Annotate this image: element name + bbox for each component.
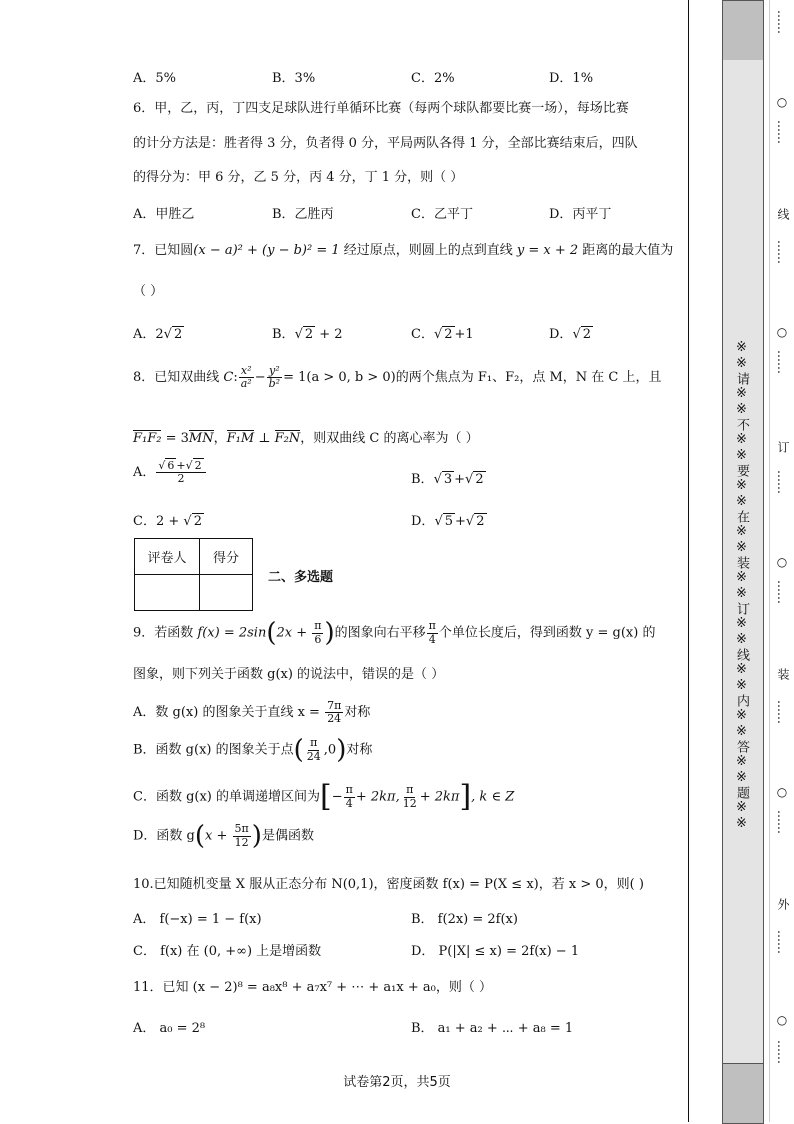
q9-b-frac <box>305 737 323 762</box>
q7-circle-equation: (x − a)² + (y − b)² = 1 <box>193 243 340 258</box>
q8-c-r: 2 <box>193 514 202 529</box>
q8-a-den: 2 <box>177 472 185 486</box>
q8-condition: = 1(a > 0, b > 0) <box>283 370 396 386</box>
margin-label-outer: 外 <box>776 898 790 910</box>
q9-a-den: 24 <box>327 712 342 726</box>
margin-circle-3: ○ <box>775 555 789 569</box>
q5-option-c: C．2% <box>411 71 455 86</box>
q8-vec-mn: MN <box>188 431 214 446</box>
q9-prefix: 9．若函数 <box>133 625 198 641</box>
q7-line-equation: y = x + 2 <box>516 243 579 258</box>
q6-line-3: 的得分为：甲 6 分，乙 5 分，丙 4 分，丁 1 分，则（ ） <box>133 170 464 185</box>
q9-b-pre: B．函数 g(x) 的图象关于点 <box>133 742 294 758</box>
q8-sep: ， <box>213 431 227 446</box>
q8-b-label: B． <box>411 472 434 487</box>
q8-num2: y² <box>269 364 280 377</box>
q9-arg: 2x + <box>276 625 312 641</box>
q9-c-frac2 <box>401 784 419 809</box>
q8-c-pre: 2 + <box>155 514 184 529</box>
q6-line-1: 6．甲，乙，丙，丁四支足球队进行单循环比赛（每两个球队都要比赛一场），每场比赛 <box>133 101 629 116</box>
q7-b-label: B． <box>272 327 295 342</box>
q8-den2: b² <box>268 377 281 391</box>
q8-option-b: B．√ 3 +√ 2 <box>411 472 484 487</box>
q9-b-den: 24 <box>306 749 321 763</box>
q8-b-r1: 3 <box>443 472 453 487</box>
q11-option-b: B． a₁ + a₂ + ⋯ + a₈ = 1 <box>411 1021 574 1036</box>
q10-option-a: A． f(−x) = 1 − f(x) <box>133 912 262 927</box>
q9-option-c: C．函数 g(x) 的单调递增区间为[− $\frac{\pi}{4}$ + 2kπ, $\frac{\pi}{12}$ + 2kπ], k ∈ Z <box>133 779 515 814</box>
q7-b-radicand: 2 <box>304 327 314 342</box>
score-table-grader-cell[interactable] <box>135 575 200 611</box>
q7-c-label: C． <box>411 327 434 342</box>
q11-option-a: A． a₀ = 2⁸ <box>133 1021 206 1036</box>
q8-vector-line <box>133 427 479 446</box>
score-table-header-score: 得分 <box>200 539 253 575</box>
margin-circle-5: ○ <box>775 1013 789 1027</box>
q9-b-post: 对称 <box>346 742 373 758</box>
q9-func: f(x) = 2sin <box>197 625 267 641</box>
q8-a-label: A． <box>133 465 156 481</box>
q9-c-d2: 12 <box>402 796 417 810</box>
q8-d-plus: + <box>455 514 466 529</box>
q8-stem: 8．已知双曲线 C: $\frac{\text{x²}}{\text{a²}}$ − $\frac{\text{y²}}{\text{b²}}$ = 1(a > 0, b > 0)的两个焦点为 F₁、F₂，点 M，N 在 C 上，且 <box>133 364 662 391</box>
q10-option-c: C． f(x) 在 (0, +∞) 上是增函数 <box>133 944 322 959</box>
q9-c-minus: − <box>331 789 343 805</box>
q9-option-d: D．函数 g(x + $\frac{5\pi}{12}$ )是偶函数 <box>133 821 314 851</box>
q5-option-a: A．5% <box>133 71 177 86</box>
q7-b-tail: + 2 <box>315 327 343 342</box>
q9-six: 6 <box>314 632 322 646</box>
q6-option-a: A．甲胜乙 <box>133 207 195 222</box>
margin-label-bind: 订 <box>776 441 790 453</box>
margin-gray-bottom <box>722 1063 764 1124</box>
score-table-score-cell[interactable] <box>200 575 253 611</box>
q6-line-2: 的计分方法是：胜者得 3 分，负者得 0 分，平局两队各得 1 分，全部比赛结束后，四队 <box>133 136 638 151</box>
margin-dots-4: …… <box>775 350 789 374</box>
q7-a-coef: 2 <box>155 327 164 342</box>
margin-dots-8: …… <box>775 810 789 834</box>
q9-pi-num-2: π <box>428 619 436 633</box>
margin-label-line: 线 <box>776 208 790 220</box>
q10-option-b: B． f(2x) = 2f(x) <box>411 912 518 927</box>
q9-c-n1: π <box>345 783 353 797</box>
q9-pi-num: π <box>314 619 322 633</box>
q8-suffix: 的两个焦点为 F₁、F₂，点 M，N 在 C 上，且 <box>395 370 662 386</box>
page-footer: 试卷第2页，共5页 <box>343 1075 451 1090</box>
section-title-multiple-choice: 二、多选题 <box>268 570 334 585</box>
q8-a-r1: 6 <box>167 459 175 472</box>
q8-a-plus: + <box>176 459 186 472</box>
margin-circle-2: ○ <box>775 325 789 339</box>
q8-d-r1: 5 <box>444 514 454 529</box>
q10-stem: 10.已知随机变量 X 服从正态分布 N(0,1)，密度函数 f(x) = P(X ≤ x)，若 x > 0，则( ) <box>133 877 644 892</box>
margin-dots-1: …… <box>775 10 789 34</box>
margin-dots-6: …… <box>775 580 789 604</box>
q9-c-frac1 <box>344 784 355 809</box>
margin-gray-top <box>722 0 764 62</box>
q9-a-frac <box>325 700 343 725</box>
q8-b-r2: 2 <box>475 472 484 487</box>
q9-a-pre: A．数 g(x) 的图象关于直线 x = <box>133 705 325 721</box>
q7-d-radicand: 2 <box>582 327 592 342</box>
q7-prefix: 7．已知圆 <box>133 243 194 258</box>
q7-c-tail: +1 <box>454 327 474 342</box>
q9-stem: 9．若函数 f(x) = 2sin(2x + $\frac{\pi}{6}$ )的图象向右平移 $\frac{\pi}{4}$ 个单位长度后，得到函数 y = g(x) 的 <box>133 618 656 648</box>
margin-dots-10: …… <box>775 1040 789 1064</box>
q9-c-post: , k ∈ Z <box>471 789 515 805</box>
margin-warning-text: ※※请※※不※※要※※在※※装※※订※※线※※内※※答※※题※※ <box>734 340 749 832</box>
margin-circle-4: ○ <box>775 785 789 799</box>
q9-line-2: 图象，则下列关于函数 g(x) 的说法中，错误的是（ ） <box>133 667 445 682</box>
q8-eq1: = 3 <box>161 431 189 446</box>
q7-option-a: A．2√ 2 <box>133 327 183 342</box>
q9-suffix: 个单位长度后，得到函数 y = g(x) 的 <box>438 625 656 641</box>
q6-option-d: D．丙平丁 <box>549 207 612 222</box>
q9-option-a <box>133 700 370 725</box>
q8-curve-name: C <box>223 370 234 386</box>
q9-d-frac <box>233 823 251 848</box>
q8-vec-f1f2: F₁F₂ <box>133 431 162 446</box>
q8-option-d: D．√ 5 +√ 2 <box>411 514 485 529</box>
margin-dots-5: …… <box>775 470 789 494</box>
q8-den1: a² <box>240 377 252 391</box>
q9-mid: 的图象向右平移 <box>334 625 426 641</box>
q9-c-d1: 4 <box>345 796 353 810</box>
q8-vec-f1m: F₁M <box>226 431 255 446</box>
q7-a-label: A． <box>133 327 156 342</box>
q5-option-b: B．3% <box>272 71 316 86</box>
q8-c-label: C． <box>133 514 156 529</box>
q8-tail: ，则双曲线 C 的离心率为（ ） <box>300 431 479 446</box>
margin-dots-2: …… <box>775 120 789 144</box>
q8-frac-2 <box>267 365 282 390</box>
q7-option-b: B．√ 2 + 2 <box>272 327 343 342</box>
q9-b-tail: ,0 <box>323 742 337 758</box>
q6-option-b: B．乙胜丙 <box>272 207 334 222</box>
q7-option-d: D．√ 2 <box>549 327 592 342</box>
q5-option-d: D．1% <box>549 71 594 86</box>
q8-option-a <box>133 460 207 485</box>
margin-dots-3: …… <box>775 240 789 264</box>
q7-a-radicand: 2 <box>173 327 183 342</box>
q7-d-label: D． <box>549 327 573 342</box>
q8-prefix: 8．已知双曲线 <box>133 370 224 386</box>
q8-d-label: D． <box>411 514 435 529</box>
q9-frac-pi4 <box>427 620 438 645</box>
q9-option-b: B．函数 g(x) 的图象关于点( $\frac{\pi}{24}$ ,0)对称 <box>133 735 373 765</box>
q9-c-n2: π <box>406 783 414 797</box>
q9-c-pre: C．函数 g(x) 的单调递增区间为 <box>133 789 321 805</box>
q11-stem: 11．已知 (x − 2)⁸ = a₈x⁸ + a₇x⁷ + ⋯ + a₁x + a₀，则（ ） <box>133 980 492 995</box>
q9-d-pre: D．函数 g <box>133 828 195 844</box>
q8-a-r2: 2 <box>194 459 202 472</box>
q8-num1: x² <box>240 364 252 377</box>
q9-frac-pi6 <box>312 620 323 645</box>
margin-circle-1: ○ <box>775 95 789 109</box>
q10-option-d: D． P(|X| ≤ x) = 2f(x) − 1 <box>411 944 580 959</box>
q9-c-mid: + 2kπ, <box>355 789 400 805</box>
q9-d-num: 5π <box>234 822 249 836</box>
q9-d-x: x + <box>205 828 232 844</box>
q9-four: 4 <box>428 632 436 646</box>
q8-perp: ⊥ <box>254 431 275 446</box>
q9-c-end: + 2kπ <box>419 789 460 805</box>
margin-dots-9: …… <box>775 930 789 954</box>
q7-answer-paren: （ ） <box>133 284 164 299</box>
q8-d-r2: 2 <box>476 514 485 529</box>
margin-dots-7: …… <box>775 700 789 724</box>
q9-d-den: 12 <box>234 835 249 849</box>
q7-option-c: C．√ 2 +1 <box>411 327 474 342</box>
q7-c-radicand: 2 <box>444 327 453 342</box>
q7-suffix: 距离的最大值为 <box>578 243 674 258</box>
q6-option-c: C．乙平丁 <box>411 207 473 222</box>
score-table <box>134 538 253 611</box>
q8-option-c: C．2 + √ 2 <box>133 514 202 529</box>
q8-vec-f2n: F₂N <box>274 431 301 446</box>
q9-a-post: 对称 <box>344 705 371 721</box>
q9-b-num: π <box>310 736 318 750</box>
q7-stem <box>133 239 673 258</box>
score-table-header-grader: 评卷人 <box>135 539 200 575</box>
q9-d-post: 是偶函数 <box>261 828 314 844</box>
q8-frac-1 <box>239 365 254 390</box>
q8-b-plus: + <box>454 472 466 487</box>
q7-mid: 经过原点，则圆上的点到直线 <box>339 243 517 258</box>
q9-a-num: 7π <box>327 699 342 712</box>
margin-label-install: 装 <box>776 668 790 680</box>
q8-a-frac: $\frac{√ 6 +√ 2}{2}$ <box>156 460 205 485</box>
